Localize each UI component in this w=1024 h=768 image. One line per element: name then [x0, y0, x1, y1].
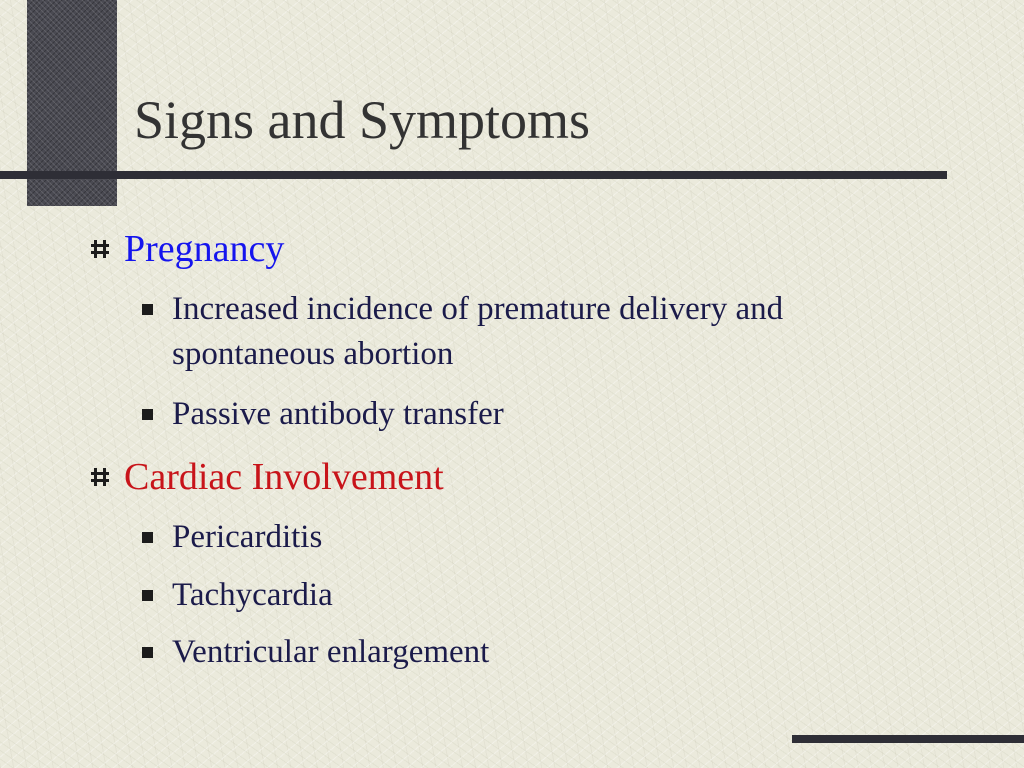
list-item-label: Tachycardia	[172, 577, 333, 613]
slide-title: Signs and Symptoms	[134, 90, 591, 150]
section-heading-label: Cardiac Involvement	[124, 456, 444, 498]
square-bullet-icon	[142, 647, 153, 658]
list-item	[142, 630, 942, 675]
list-item	[142, 515, 942, 560]
section-heading-pregnancy	[90, 227, 284, 271]
hash-bullet-icon	[90, 239, 110, 259]
list-item	[142, 573, 942, 618]
list-item	[142, 392, 942, 437]
square-bullet-icon	[142, 409, 153, 420]
list-item-label: Passive antibody transfer	[172, 396, 504, 432]
square-bullet-icon	[142, 532, 153, 543]
section-heading-cardiac-involvement	[90, 455, 444, 499]
list-item-label: Increased incidence of premature delivery and spontaneous abortion	[172, 291, 784, 372]
section-heading-label: Pregnancy	[124, 228, 285, 270]
hash-bullet-icon	[90, 467, 110, 487]
square-bullet-icon	[142, 590, 153, 601]
list-item	[142, 287, 942, 377]
list-item-label: Ventricular enlargement	[172, 634, 490, 670]
list-item-label: Pericarditis	[172, 519, 323, 555]
square-bullet-icon	[142, 304, 153, 315]
